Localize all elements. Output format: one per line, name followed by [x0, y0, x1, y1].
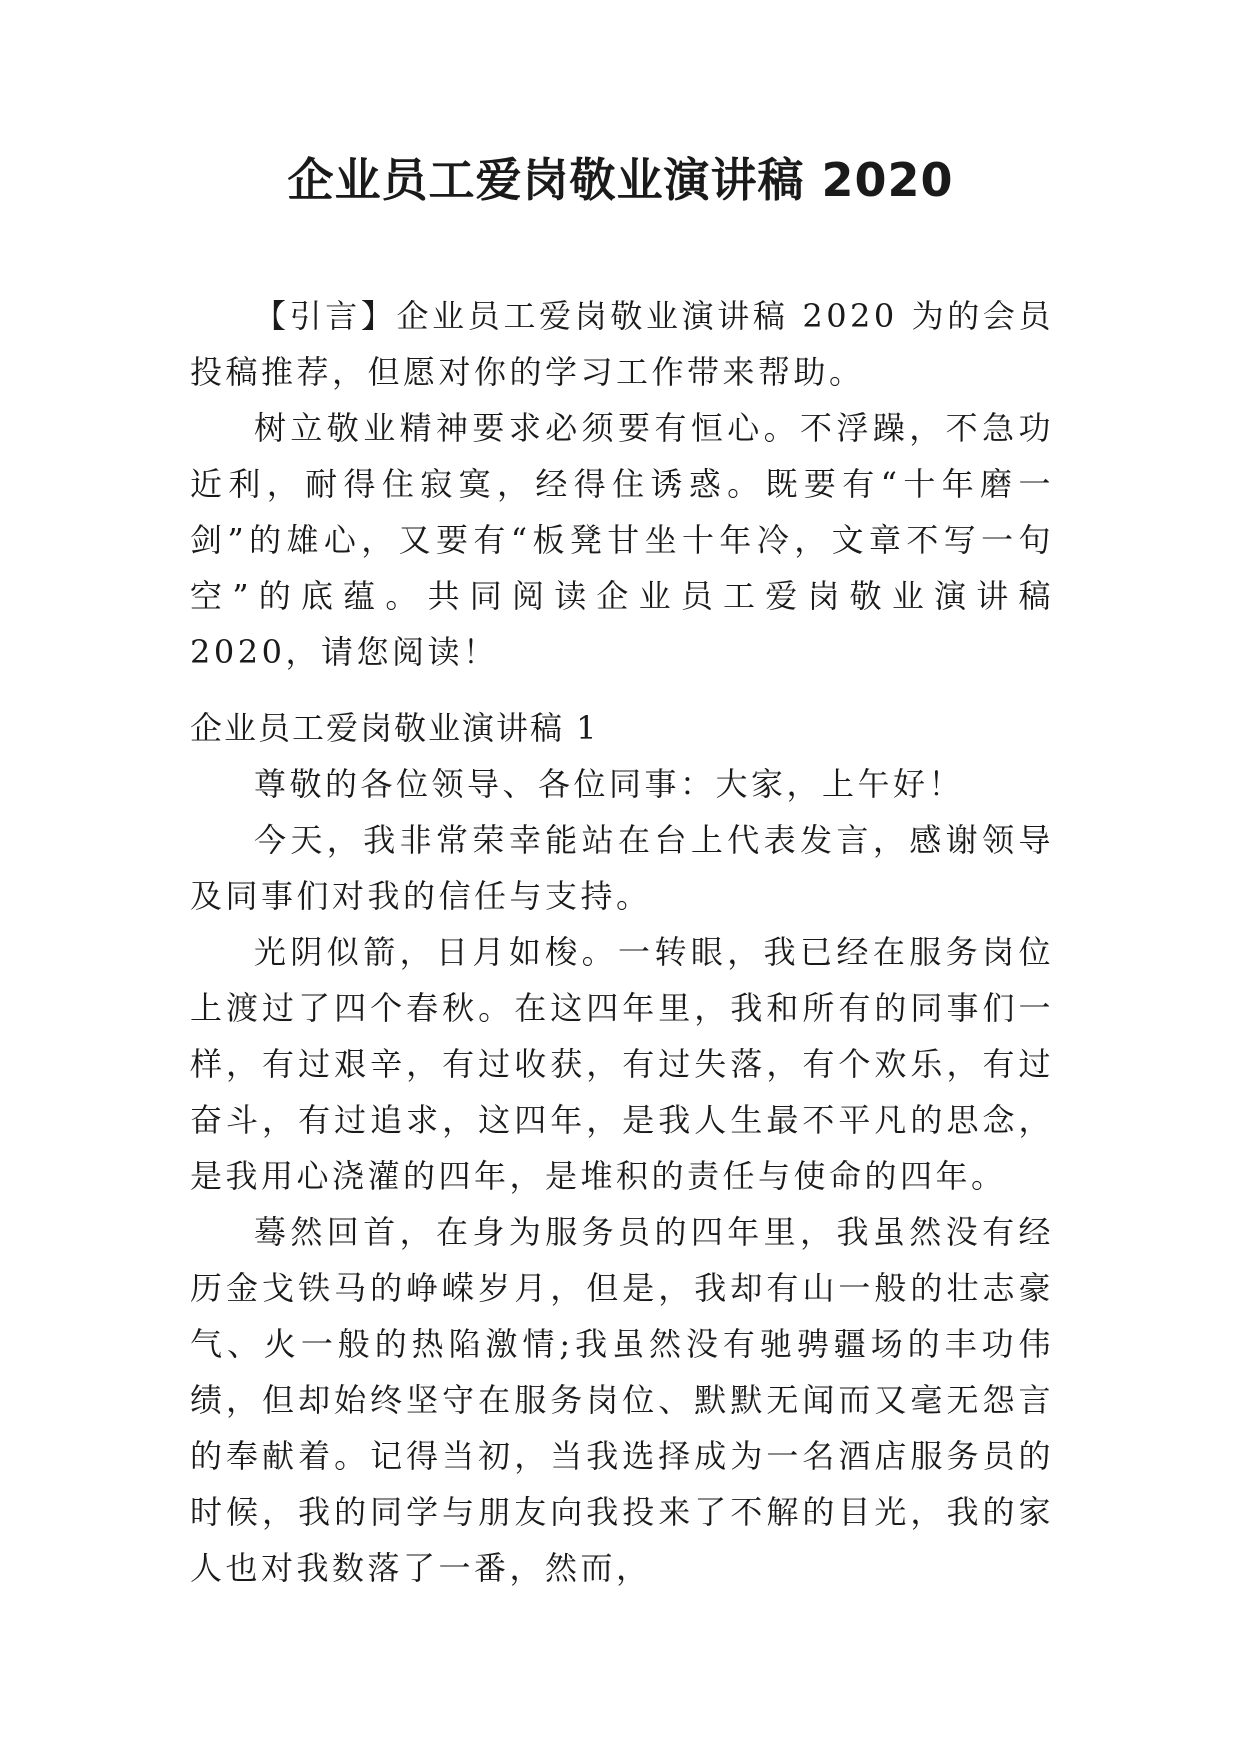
document-title: 企业员工爱岗敬业演讲稿 2020 — [287, 153, 954, 207]
body-paragraph: 今天，我非常荣幸能站在台上代表发言，感谢领导及同事们对我的信任与支持。 — [190, 821, 1054, 915]
body-paragraph: 蓦然回首，在身为服务员的四年里，我虽然没有经历金戈铁马的峥嵘岁月，但是，我却有山一般的壮志豪气、火一般的热陷激情;我虽然没有驰骋疆场的丰功伟绩，但却始终坚守在服务岗位、默默无闻而又毫无怨言的奉献着。记得当初，当我选择成为一名酒店服务员的时候，我的同学与朋友向我投来了不解的目光，我的家人也对我数落了一番，然而， — [190, 1213, 1054, 1587]
intro-section — [190, 288, 1054, 680]
intro-paragraph: 【引言】企业员工爱岗敬业演讲稿 2020 为的会员投稿推荐，但愿对你的学习工作带来帮助。 — [190, 297, 1054, 391]
intro-paragraph: 树立敬业精神要求必须要有恒心。不浮躁，不急功近利，耐得住寂寞，经得住诱惑。既要有“十年磨一剑”的雄心，又要有“板凳甘坐十年冷，文章不写一句空”的底蕴。共同阅读企业员工爱岗敬业演讲稿 2020，请您阅读！ — [190, 409, 1054, 671]
speech-section — [190, 700, 1054, 1596]
body-paragraph: 光阴似箭，日月如梭。一转眼，我已经在服务岗位上渡过了四个春秋。在这四年里，我和所有的同事们一样，有过艰辛，有过收获，有过失落，有个欢乐，有过奋斗，有过追求，这四年，是我人生最不平凡的思念，是我用心浇灌的四年，是堆积的责任与使命的四年。 — [190, 933, 1054, 1195]
body-paragraph: 尊敬的各位领导、各位同事：大家，上午好！ — [254, 765, 965, 803]
section-heading: 企业员工爱岗敬业演讲稿 1 — [190, 709, 599, 747]
